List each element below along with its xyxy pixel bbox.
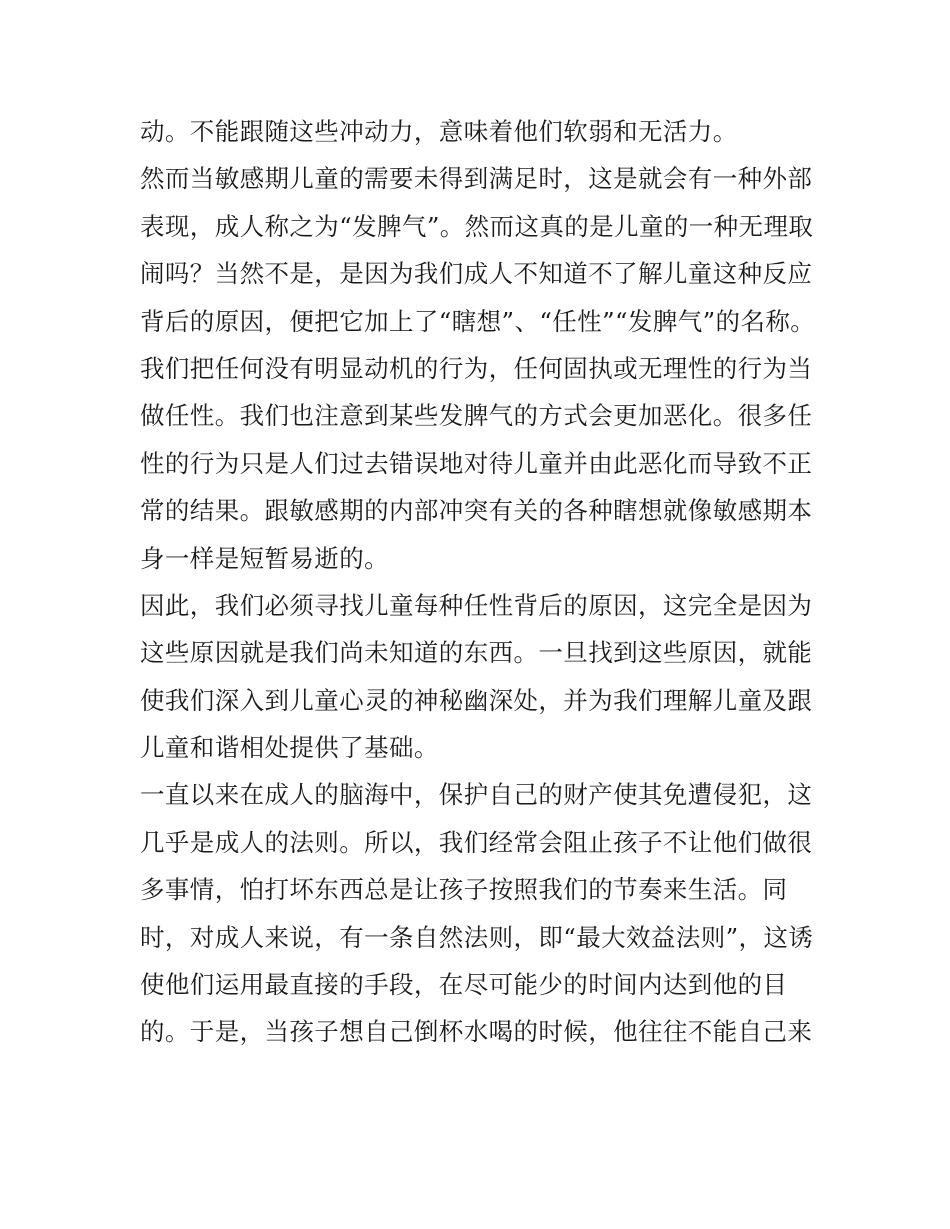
text-line: 因此，我们必须寻找儿童每种任性背后的原因，这完全是因为 — [140, 590, 813, 620]
text-line: 性的行为只是人们过去错误地对待儿童并由此恶化而导致不正 — [140, 448, 813, 478]
text-line: 时，对成人来说，有一条自然法则，即“最大效益法则”，这诱 — [140, 922, 814, 952]
text-line: 这些原因就是我们尚未知道的东西。一旦找到这些原因，就能 — [140, 638, 813, 668]
text-line: 一直以来在成人的脑海中，保护自己的财产使其免遭侵犯，这 — [140, 780, 813, 810]
text-line: 身一样是短暂易逝的。 — [140, 543, 389, 573]
text-line: 我们把任何没有明显动机的行为，任何固执或无理性的行为当 — [140, 353, 813, 383]
text-line: 常的结果。跟敏感期的内部冲突有关的各种瞎想就像敏感期本 — [140, 496, 813, 526]
text-line: 使我们深入到儿童心灵的神秘幽深处，并为我们理解儿童及跟 — [140, 685, 813, 715]
text-line: 动。不能跟随这些冲动力，意味着他们软弱和无活力。 — [140, 117, 738, 146]
text-line: 多事情，怕打坏东西总是让孩子按照我们的节奏来生活。同 — [140, 875, 788, 905]
text-line: 几乎是成人的法则。所以，我们经常会阻止孩子不让他们做很 — [140, 827, 813, 857]
text-line: 儿童和谐相处提供了基础。 — [140, 733, 439, 763]
text-line: 的。于是，当孩子想自己倒杯水喝的时候，他往往不能自己来 — [140, 1017, 813, 1047]
text-line: 然而当敏感期儿童的需要未得到满足时，这是就会有一种外部 — [140, 164, 813, 194]
text-line: 表现，成人称之为“发脾气”。然而这真的是儿童的一种无理取 — [140, 211, 814, 241]
text-line: 背后的原因，便把它加上了“瞎想”、“任性”“发脾气”的名称。 — [140, 306, 816, 336]
text-line: 做任性。我们也注意到某些发脾气的方式会更加恶化。很多任 — [140, 401, 813, 431]
text-line: 闹吗？当然不是，是因为我们成人不知道不了解儿童这种反应 — [140, 259, 813, 289]
text-line: 使他们运用最直接的手段，在尽可能少的时间内达到他的目 — [140, 970, 788, 1000]
body-text — [140, 108, 830, 1056]
